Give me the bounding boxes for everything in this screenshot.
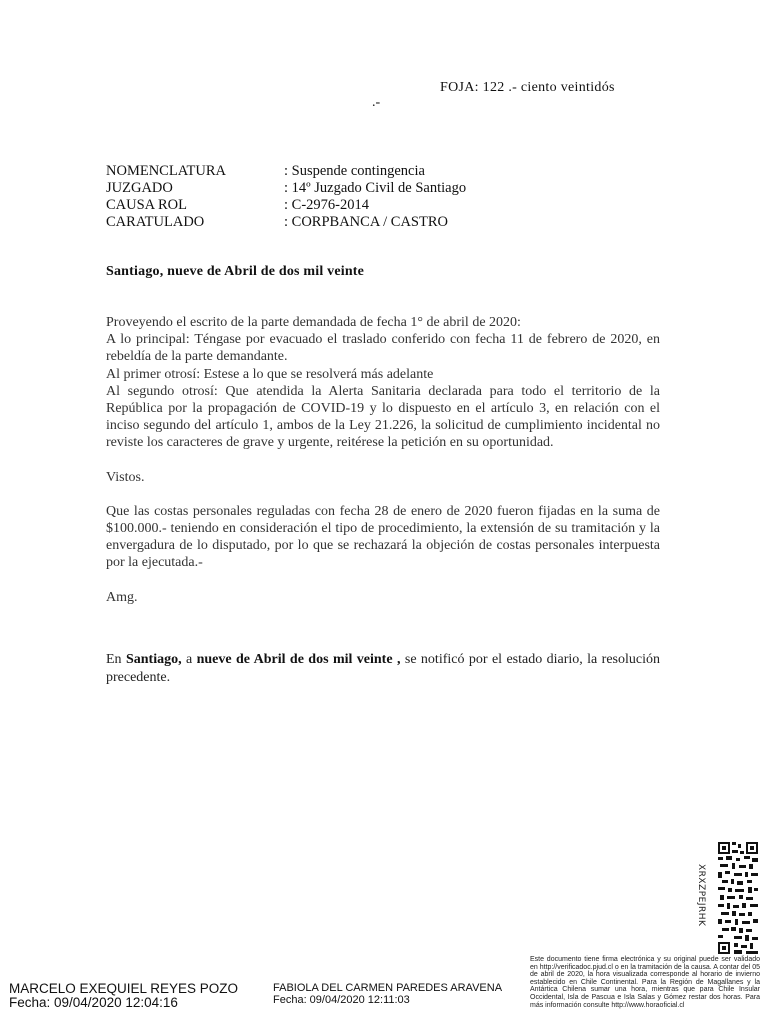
paragraph-segundo-otrosi: Al segundo otrosí: Que atendida la Alerta Sanitaria declarada para todo el territorio de la República por la propagación de COVID-19 y lo dispuesto en el artículo 3, en relación con el inciso segundo del artículo 1, ambos de la Ley 21.226, la solicitud de cumplimiento incidental no reviste los caracteres de grave y urgente, reitérese la petición en su oportunidad. — [106, 383, 660, 451]
signer-date: Fecha: 09/04/2020 12:04:16 — [9, 995, 178, 1010]
signature-block-1 — [9, 982, 238, 1010]
notif-post: se notificó por el estado diario, la resolución precedente. — [106, 652, 660, 685]
electronic-signature-notice: Este documento tiene firma electrónica y su original puede ser validado en http://verificadoc.pjud.cl o en la tramitación de la causa. A contar del 05 de abril de 2020, la hora visualizada corresponde al horario de invierno establecido en Chile Continental. Para la Región de Magallanes y la Antártica Chilena sumar una hora, mientras que para Chile Insular Occidental, Isla de Pascua e Isla Salas y Gómez restar dos horas. Para más información consulte http://www.horaoficial.cl — [530, 956, 760, 1009]
meta-value: : CORPBANCA / CASTRO — [284, 214, 448, 230]
foja-dash: .- — [372, 95, 381, 110]
resolution-date: Santiago, nueve de Abril de dos mil veinte — [106, 264, 365, 279]
paragraph-principal: A lo principal: Téngase por evacuado el traslado conferido con fecha 11 de febrero de 2020, en rebeldía de la parte demandante. — [106, 332, 660, 365]
meta-value: : C-2976-2014 — [284, 197, 369, 213]
case-metadata — [106, 163, 466, 231]
foja-header: FOJA: 122 .- ciento veintidós — [440, 80, 615, 95]
paragraph-initials: Amg. — [106, 589, 138, 605]
signer-name: FABIOLA DEL CARMEN PAREDES ARAVENA — [273, 982, 503, 994]
meta-label: CARATULADO — [106, 214, 205, 230]
meta-label: JUZGADO — [106, 180, 173, 196]
meta-label: NOMENCLATURA — [106, 163, 227, 179]
notif-pre: En — [106, 652, 126, 667]
paragraph-proveyendo: Proveyendo el escrito de la parte demandada de fecha 1° de abril de 2020: — [106, 315, 521, 330]
notif-city: Santiago, — [125, 652, 182, 667]
meta-row-caratulado — [106, 214, 466, 231]
meta-row-causa-rol — [106, 197, 466, 214]
meta-row-nomenclatura — [106, 163, 466, 180]
signature-block-2 — [273, 983, 503, 1006]
paragraph-costas: Que las costas personales reguladas con fecha 28 de enero de 2020 fueron fijadas en la suma de $100.000.- teniendo en consideración el tipo de procedimiento, la extensión de su tramitación y la envergadura de lo disputado, por lo que se rechazará la objeción de costas personales interpuesta por la ejecutada.- — [106, 503, 660, 571]
qr-code-icon — [718, 842, 758, 954]
meta-row-juzgado — [106, 180, 466, 197]
signer-date: Fecha: 09/04/2020 12:11:03 — [273, 993, 410, 1006]
paragraph-vistos: Vistos. — [106, 469, 145, 485]
meta-value: : Suspende contingencia — [284, 163, 425, 179]
verification-code: XRXZPEJRHK — [696, 864, 706, 927]
resolution-body — [106, 314, 660, 606]
meta-label: CAUSA ROL — [106, 197, 187, 213]
meta-value: : 14º Juzgado Civil de Santiago — [284, 180, 467, 196]
notification-text — [106, 651, 660, 686]
notif-date: nueve de Abril de dos mil veinte , — [196, 652, 401, 667]
notif-mid: a — [181, 652, 197, 667]
signer-name: MARCELO EXEQUIEL REYES POZO — [9, 981, 239, 996]
paragraph-primer-otrosi: Al primer otrosí: Estese a lo que se resolverá más adelante — [106, 366, 434, 382]
